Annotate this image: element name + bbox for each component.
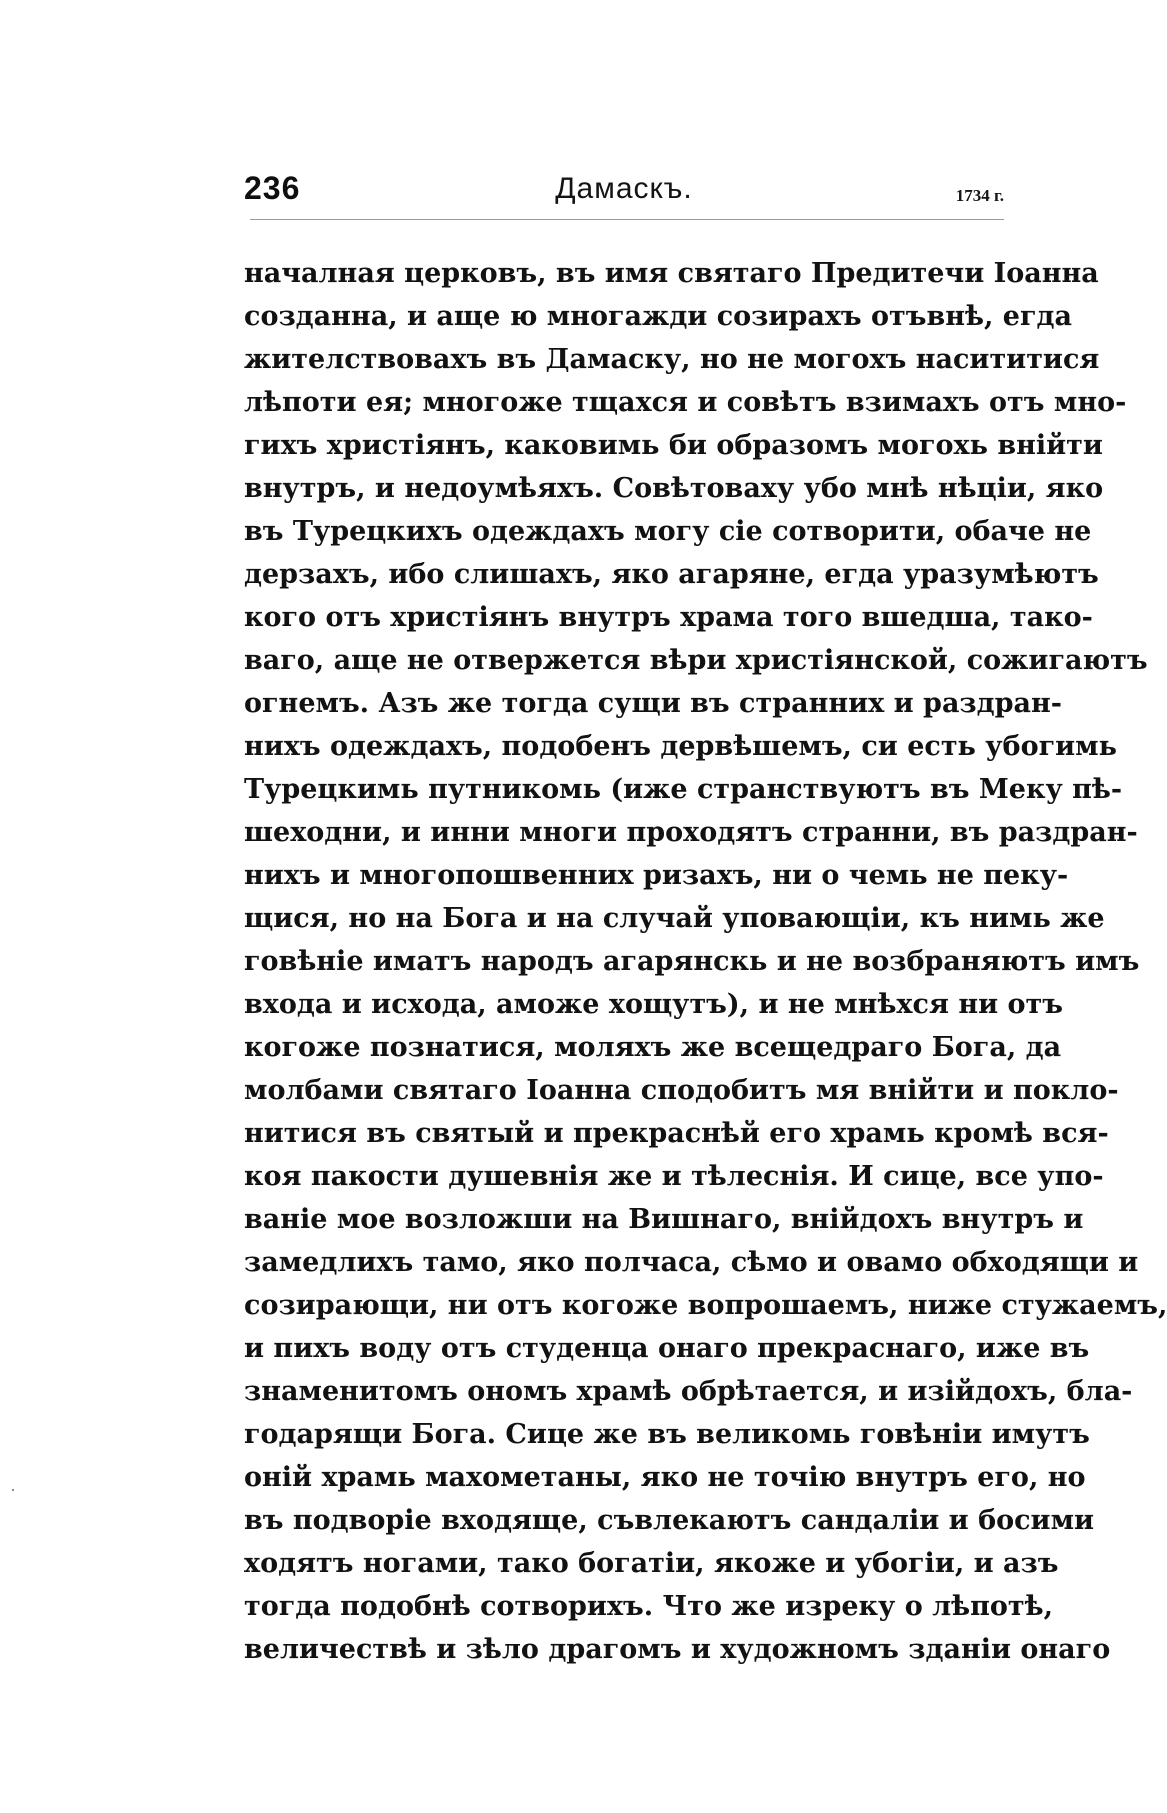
text-line: кого отъ христіянъ внутръ храма того вшедша, тако-	[244, 602, 1093, 633]
text-line: въ Турецкихъ одеждахъ могу сіе сотворити, обаче не	[244, 516, 1092, 547]
text-line: нихъ одеждахъ, подобенъ дервѣшемъ, си есть убогимь	[244, 731, 1117, 762]
text-line: знаменитомъ ономъ храмѣ обрѣтается, и изійдохъ, бла-	[244, 1376, 1133, 1407]
text-line: годарящи Бога. Сице же въ великомь говѣніи имутъ	[244, 1419, 1090, 1450]
running-title: Дамаскъ.	[555, 172, 693, 205]
text-line: говѣніе иматъ народъ агарянскь и не возбраняютъ имъ	[244, 946, 1140, 977]
text-line: тогда подобнѣ сотворихъ. Что же изреку о лѣпотѣ,	[244, 1591, 1054, 1622]
text-line: щися, но на Бога и на случай уповающіи, къ нимь же	[244, 903, 1105, 934]
text-line: нитися въ святый и прекраснѣй его храмь кромѣ вся-	[244, 1118, 1109, 1149]
text-line: гихъ христіянъ, каковимь би образомъ могохь внійти	[244, 430, 1103, 461]
text-line: созданна, и аще ю многажди созирахъ отъвнѣ, егда	[244, 301, 1072, 332]
text-line: и пихъ воду отъ студенца онаго прекраснаго, иже въ	[244, 1333, 1090, 1364]
text-line: началная церковъ, въ имя святаго Предитечи Іоанна	[244, 258, 1099, 289]
text-line: лѣпоти ея; многоже тщахся и совѣтъ взимахъ отъ мно-	[244, 387, 1127, 418]
text-line: нихъ и многопошвенних ризахъ, ни о чемь не пеку-	[244, 860, 1069, 891]
text-line: молбами святаго Іоанна сподобитъ мя внійти и покло-	[244, 1075, 1119, 1106]
header-rule	[250, 219, 1004, 220]
text-line: Турецкимь путникомь (иже странствуютъ въ Меку пѣ-	[244, 774, 1123, 805]
text-line: огнемъ. Азъ же тогда сущи въ странних и раздран-	[244, 688, 1063, 719]
text-line: когоже познатися, моляхъ же всещедраго Бога, да	[244, 1032, 1062, 1063]
text-line: жителствовахъ въ Дамаску, но не могохъ насититися	[244, 344, 1100, 375]
text-line: созирающи, ни отъ когоже вопрошаемъ, ниже стужаемъ,	[244, 1290, 1167, 1321]
text-line: величествѣ и зѣло драгомъ и художномъ зданіи онаго	[244, 1634, 1111, 1665]
text-line: входа и исхода, аможе хощутъ), и не мнѣхся ни отъ	[244, 989, 1063, 1020]
text-line: замедлихъ тамо, яко полчаса, сѣмо и овамо обходящи и	[244, 1247, 1139, 1278]
year-marker: 1734 г.	[955, 186, 1004, 205]
text-line: шеходни, и инни многи проходятъ странни, въ раздран-	[244, 817, 1138, 848]
page-header	[244, 168, 1004, 218]
body-text	[244, 252, 1167, 1671]
text-line: ваніе мое возложши на Вишнаго, внійдохъ внутръ и	[244, 1204, 1084, 1235]
text-line: ходятъ ногами, тако богатіи, якоже и убогіи, и азъ	[244, 1548, 1059, 1579]
text-line: дерзахъ, ибо слишахъ, яко агаряне, егда уразумѣютъ	[244, 559, 1099, 590]
text-line: въ подворіе входяще, съвлекаютъ сандаліи и босими	[244, 1505, 1095, 1536]
text-line: внутръ, и недоумѣяхъ. Совѣтоваху убо мнѣ нѣціи, яко	[244, 473, 1104, 504]
text-line: кoя пакости душевнія же и тѣлеснія. И сице, все упо-	[244, 1161, 1104, 1192]
text-line: оній храмь махометаны, яко не точію внутръ его, но	[244, 1462, 1086, 1493]
scan-speck	[12, 1489, 14, 1491]
text-line: ваго, аще не отвержется вѣри христіянской, сожигаютъ	[244, 645, 1148, 676]
page-number: 236	[244, 170, 301, 206]
